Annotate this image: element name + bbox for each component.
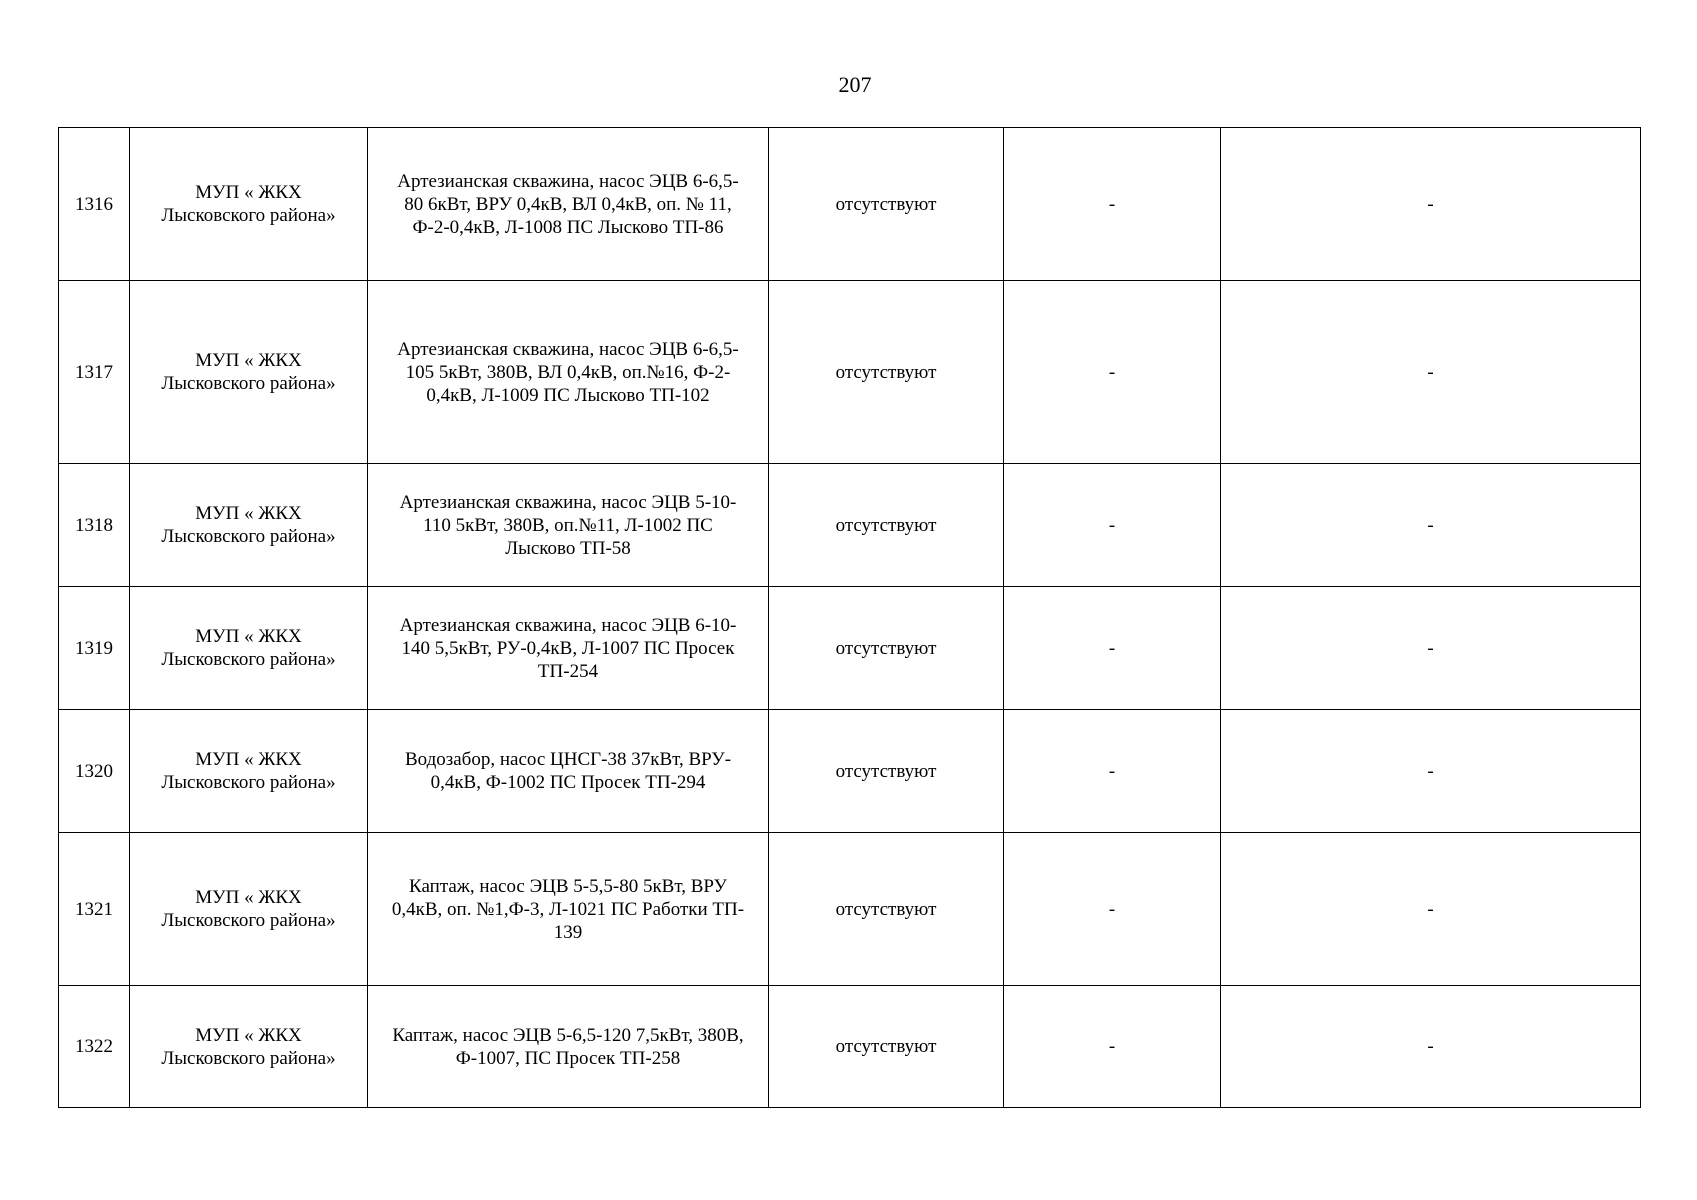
status-cell: отсутствуют [769, 464, 1004, 587]
object-description-line: 0,4кВ, Ф-1002 ПС Просек ТП-294 [430, 772, 706, 793]
organization-line: Лысковского района» [161, 373, 336, 394]
table-row [59, 281, 1641, 464]
object-description-line: 139 [553, 921, 583, 943]
row-number-cell: 1321 [59, 833, 130, 986]
object-description-line: Каптаж, насос ЭЦВ 5-6,5-120 7,5кВт, 380В, [392, 1024, 744, 1046]
object-description-line: Артезианская скважина, насос ЭЦВ 6-10- [399, 614, 737, 636]
dash-cell: - [1004, 281, 1221, 464]
object-description-cell [368, 986, 769, 1108]
object-description-line: ТП-254 [537, 660, 599, 682]
table-row [59, 986, 1641, 1108]
object-description-line: 0,4кВ, оп. №1,Ф-3, Л-1021 ПС Работки ТП- [391, 898, 745, 920]
organization-cell [130, 281, 368, 464]
organization-line: МУП « ЖКХ [195, 1024, 302, 1046]
row-number-cell: 1320 [59, 710, 130, 833]
page-number: 207 [838, 72, 872, 97]
organization-line: Лысковского района» [161, 910, 336, 931]
dash-cell: - [1221, 128, 1641, 281]
object-description-cell [368, 464, 769, 587]
object-description-line: Лысково ТП-58 [505, 537, 631, 559]
status-cell: отсутствуют [769, 710, 1004, 833]
organization-line: МУП « ЖКХ [195, 887, 302, 908]
dash-cell: - [1221, 281, 1641, 464]
status-cell: отсутствуют [769, 587, 1004, 710]
dash-cell: - [1004, 986, 1221, 1108]
table-row [59, 587, 1641, 710]
organization-line: Лысковского района» [161, 649, 336, 670]
dash-cell: - [1221, 986, 1641, 1108]
registry-table [58, 127, 1641, 1108]
dash-cell: - [1221, 587, 1641, 710]
dash-cell: - [1221, 710, 1641, 833]
dash-cell: - [1004, 710, 1221, 833]
object-description-cell [368, 281, 769, 464]
status-cell: отсутствуют [769, 128, 1004, 281]
status-cell: отсутствуют [769, 986, 1004, 1108]
row-number-cell: 1318 [59, 464, 130, 587]
status-cell: отсутствуют [769, 281, 1004, 464]
organization-cell [130, 710, 368, 833]
organization-line: МУП « ЖКХ [195, 503, 302, 524]
row-number-cell: 1317 [59, 281, 130, 464]
row-number-cell: 1322 [59, 986, 130, 1108]
object-description-line: Артезианская скважина, насос ЭЦВ 6-6,5- [397, 170, 739, 192]
table-body [59, 128, 1641, 1108]
dash-cell: - [1004, 464, 1221, 587]
object-description-line: 0,4кВ, Л-1009 ПС Лысково ТП-102 [426, 384, 710, 406]
object-description-line: Артезианская скважина, насос ЭЦВ 5-10- [399, 491, 737, 513]
object-description-line: 80 6кВт, ВРУ 0,4кВ, ВЛ 0,4кВ, оп. № 11, [404, 193, 732, 215]
dash-cell: - [1004, 833, 1221, 986]
object-description-line: 105 5кВт, 380В, ВЛ 0,4кВ, оп.№16, Ф-2- [405, 361, 731, 383]
object-description-cell [368, 128, 769, 281]
object-description-line: Ф-1007, ПС Просек ТП-258 [455, 1047, 681, 1069]
object-description-line: Каптаж, насос ЭЦВ 5-5,5-80 5кВт, ВРУ [409, 875, 727, 897]
object-description-cell [368, 833, 769, 986]
organization-cell [130, 587, 368, 710]
object-description-line: Ф-2-0,4кВ, Л-1008 ПС Лысково ТП-86 [412, 216, 724, 238]
dash-cell: - [1004, 128, 1221, 281]
organization-line: МУП « ЖКХ [195, 749, 302, 770]
object-description-cell [368, 710, 769, 833]
dash-cell: - [1004, 587, 1221, 710]
table-row [59, 833, 1641, 986]
dash-cell: - [1221, 464, 1641, 587]
organization-line: Лысковского района» [161, 526, 336, 547]
table-row [59, 710, 1641, 833]
organization-line: МУП « ЖКХ [195, 182, 302, 203]
organization-line: Лысковского района» [161, 1047, 336, 1069]
organization-line: МУП « ЖКХ [195, 350, 302, 371]
object-description-line: Водозабор, насос ЦНСГ-38 37кВт, ВРУ- [404, 749, 732, 770]
table-row [59, 128, 1641, 281]
table-row [59, 464, 1641, 587]
row-number-cell: 1319 [59, 587, 130, 710]
organization-cell [130, 833, 368, 986]
object-description-line: Артезианская скважина, насос ЭЦВ 6-6,5- [397, 338, 739, 360]
organization-cell [130, 128, 368, 281]
status-cell: отсутствуют [769, 833, 1004, 986]
row-number-cell: 1316 [59, 128, 130, 281]
object-description-line: 140 5,5кВт, РУ-0,4кВ, Л-1007 ПС Просек [401, 637, 735, 659]
object-description-cell [368, 587, 769, 710]
organization-line: Лысковского района» [161, 205, 336, 226]
object-description-line: 110 5кВт, 380В, оп.№11, Л-1002 ПС [423, 514, 713, 536]
organization-line: МУП « ЖКХ [195, 626, 302, 647]
organization-line: Лысковского района» [161, 772, 336, 793]
organization-cell [130, 464, 368, 587]
organization-cell [130, 986, 368, 1108]
dash-cell: - [1221, 833, 1641, 986]
